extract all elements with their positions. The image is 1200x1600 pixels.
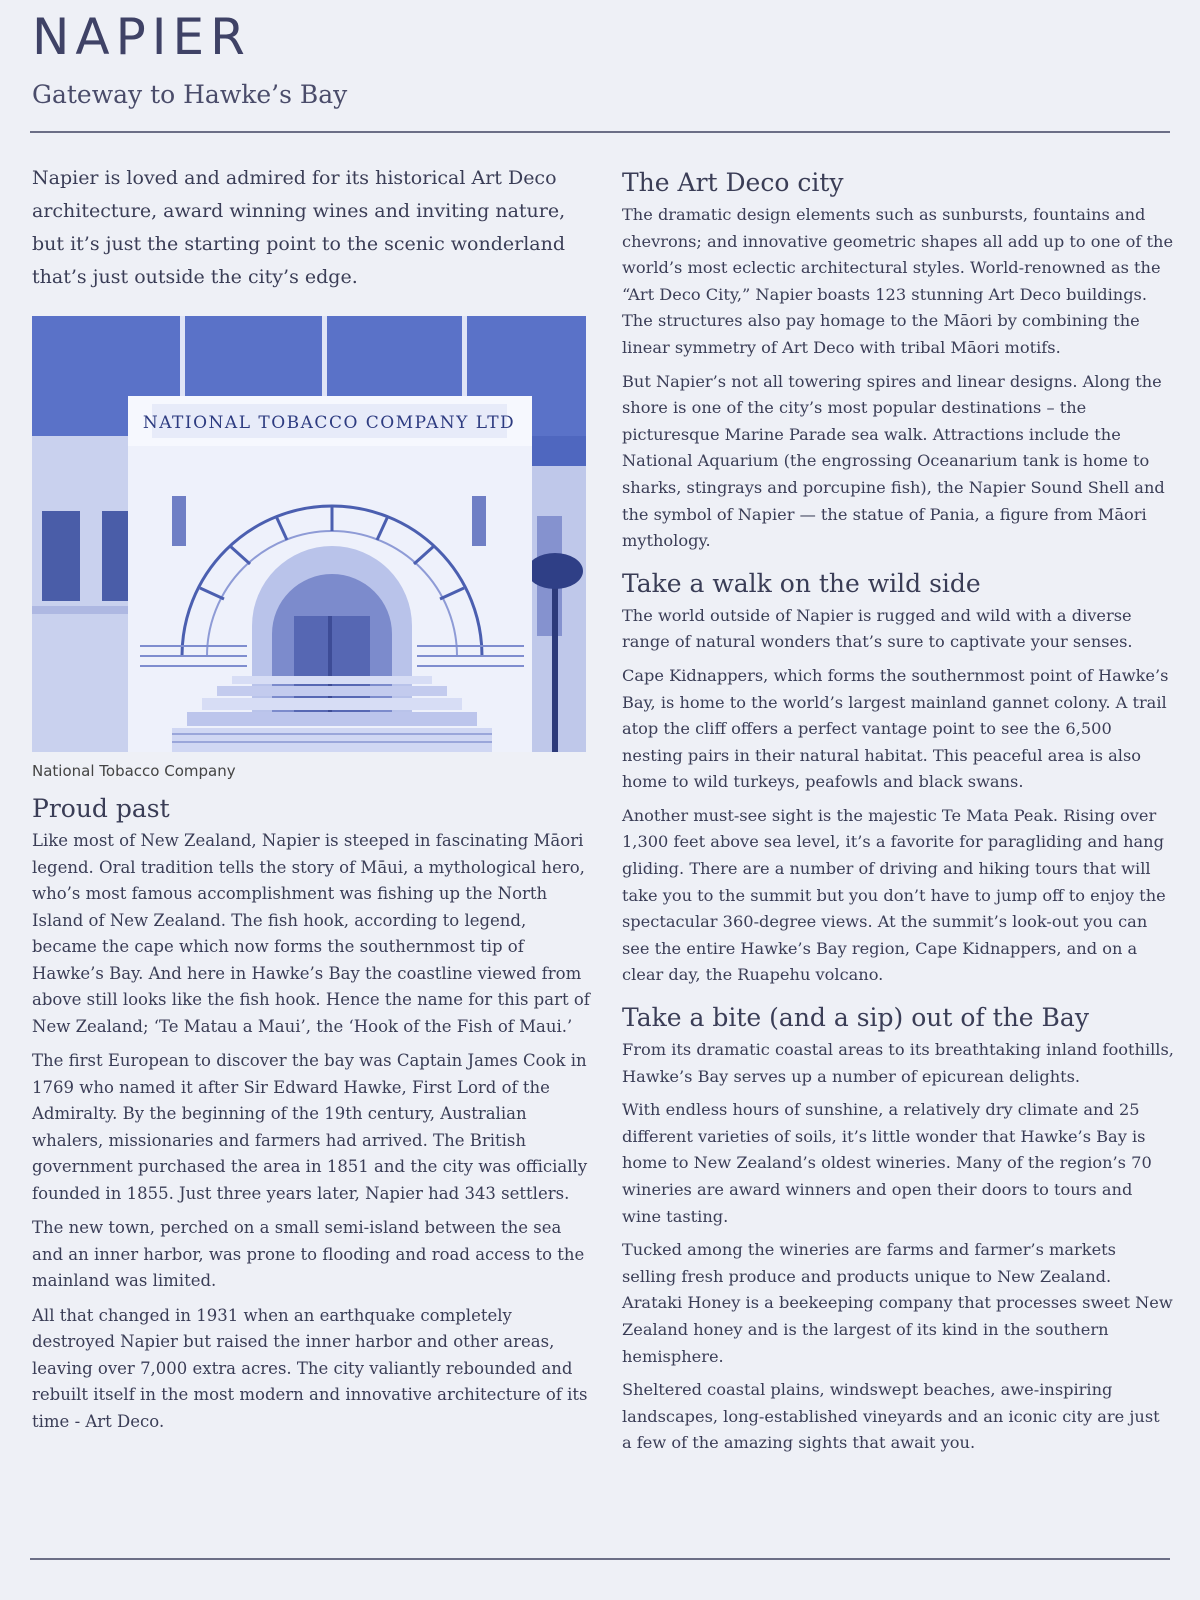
wild-side-paragraph-1: The world outside of Napier is rugged and wild with a diverse range of natural wonders that’s sure to captivate your senses. (622, 605, 1133, 652)
art-deco-paragraph-1: The dramatic design elements such as sunbursts, fountains and chevrons; and innovative geometric shapes all add up to one of the world’s most eclectic architectural styles. World-renowned as the “Art Deco City,” Napier boasts 123 stunning Art Deco buildings. The structures also pay homage to the Māori by combining the linear symmetry of Art Deco with tribal Māori motifs. (622, 205, 1174, 357)
proud-past-paragraph-4: All that changed in 1931 when an earthquake completely destroyed Napier but raised the inner harbor and other areas, leaving over 7,000 extra acres. The city valiantly rebounded and rebuilt itself in the most modern and innovative architecture of its time - Art Deco. (32, 1305, 588, 1431)
wild-side-heading: Take a walk on the wild side (622, 568, 981, 598)
left-column (32, 162, 592, 1443)
intro-paragraph: Napier is loved and admired for its historical Art Deco architecture, award winning wines and inviting nature, but it’s just the starting point to the scenic wonderland that’s just outside the city’s edge. (32, 167, 566, 288)
bite-paragraph-4: Sheltered coastal plains, windswept beaches, awe-inspiring landscapes, long-established vineyards and an iconic city are just a few of the amazing sights that await you. (622, 1380, 1160, 1453)
proud-past-paragraph-3: The new town, perched on a small semi-island between the sea and an inner harbor, was prone to flooding and road access to the mainland was limited. (32, 1218, 585, 1290)
proud-past-paragraph-2: The first European to discover the bay was Captain James Cook in 1769 who named it after Sir Edward Hawke, First Lord of the Admiralty. By the beginning of the 19th century, Australian whalers, missionaries and farmers had arrived. The British government purchased the area in 1851 and the city was officially founded in 1855. Just three years later, Napier had 343 settlers. (32, 1051, 588, 1203)
right-column (622, 168, 1174, 1464)
bite-heading: Take a bite (and a sip) out of the Bay (622, 1003, 1089, 1033)
photo-caption: National Tobacco Company (32, 762, 236, 780)
wild-side-paragraph-2: Cape Kidnappers, which forms the southernmost point of Hawke’s Bay, is home to the world’s largest mainland gannet colony. A trail atop the cliff offers a perfect vantage point to see the 6,500 nesting pairs in their natural habitat. This peaceful area is also home to wild turkeys, peafowls and black swans. (622, 665, 1169, 792)
bite-paragraph-1: From its dramatic coastal areas to its breathtaking inland foothills, Hawke’s Bay serves up a number of epicurean delights. (622, 1040, 1174, 1086)
page-title: NAPIER (32, 8, 251, 66)
art-deco-heading: The Art Deco city (622, 168, 844, 197)
proud-past-heading: Proud past (32, 794, 170, 823)
footer-divider (30, 1558, 1170, 1560)
page-subtitle: Gateway to Hawke’s Bay (32, 80, 348, 109)
header-divider (30, 131, 1170, 133)
art-deco-paragraph-2: But Napier’s not all towering spires and linear designs. Along the shore is one of the city’s most popular destinations – the picturesque Marine Parade sea walk. Attractions include the National Aquarium (the engrossing Oceanarium tank is home to sharks, stingrays and porcupine fish), the Napier Sound Shell and the symbol of Napier — the statue of Pania, a figure from Māori mythology. (622, 371, 1165, 551)
building-sign-text: NATIONAL TOBACCO COMPANY LTD (142, 413, 516, 433)
proud-past-paragraph-1: Like most of New Zealand, Napier is steeped in fascinating Māori legend. Oral tradition tells the story of Māui, a mythological hero, who’s most famous accomplishment was fishing up the North Island of New Zealand. The fish hook, according to legend, became the cape which now forms the southernmost tip of Hawke’s Bay. And here in Hawke’s Bay the coastline viewed from above still looks like the fish hook. Hence the name for this part of New Zealand; ‘Te Matau a Maui’, the ‘Hook of the Fish of Maui.’ (32, 831, 590, 1036)
bite-paragraph-3: Tucked among the wineries are farms and farmer’s markets selling fresh produce and products unique to New Zealand. Arataki Honey is a beekeeping company that processes sweet New Zealand honey and is the largest of its kind in the southern hemisphere. (622, 1240, 1173, 1366)
national-tobacco-photo (32, 316, 586, 752)
wild-side-paragraph-3: Another must-see sight is the majestic Te Mata Peak. Rising over 1,300 feet above sea level, it’s a favorite for paragliding and hang gliding. There are a number of driving and hiking tours that will take you to the summit but you don’t have to jump off to enjoy the spectacular 360-degree views. At the summit’s look-out you can see the entire Hawke’s Bay region, Cape Kidnappers, and on a clear day, the Ruapehu volcano. (622, 805, 1166, 985)
bite-paragraph-2: With endless hours of sunshine, a relatively dry climate and 25 different varieties of soils, it’s little wonder that Hawke’s Bay is home to New Zealand’s oldest wineries. Many of the region’s 70 wineries are award winners and open their doors to tours and wine tasting. (622, 1100, 1152, 1226)
